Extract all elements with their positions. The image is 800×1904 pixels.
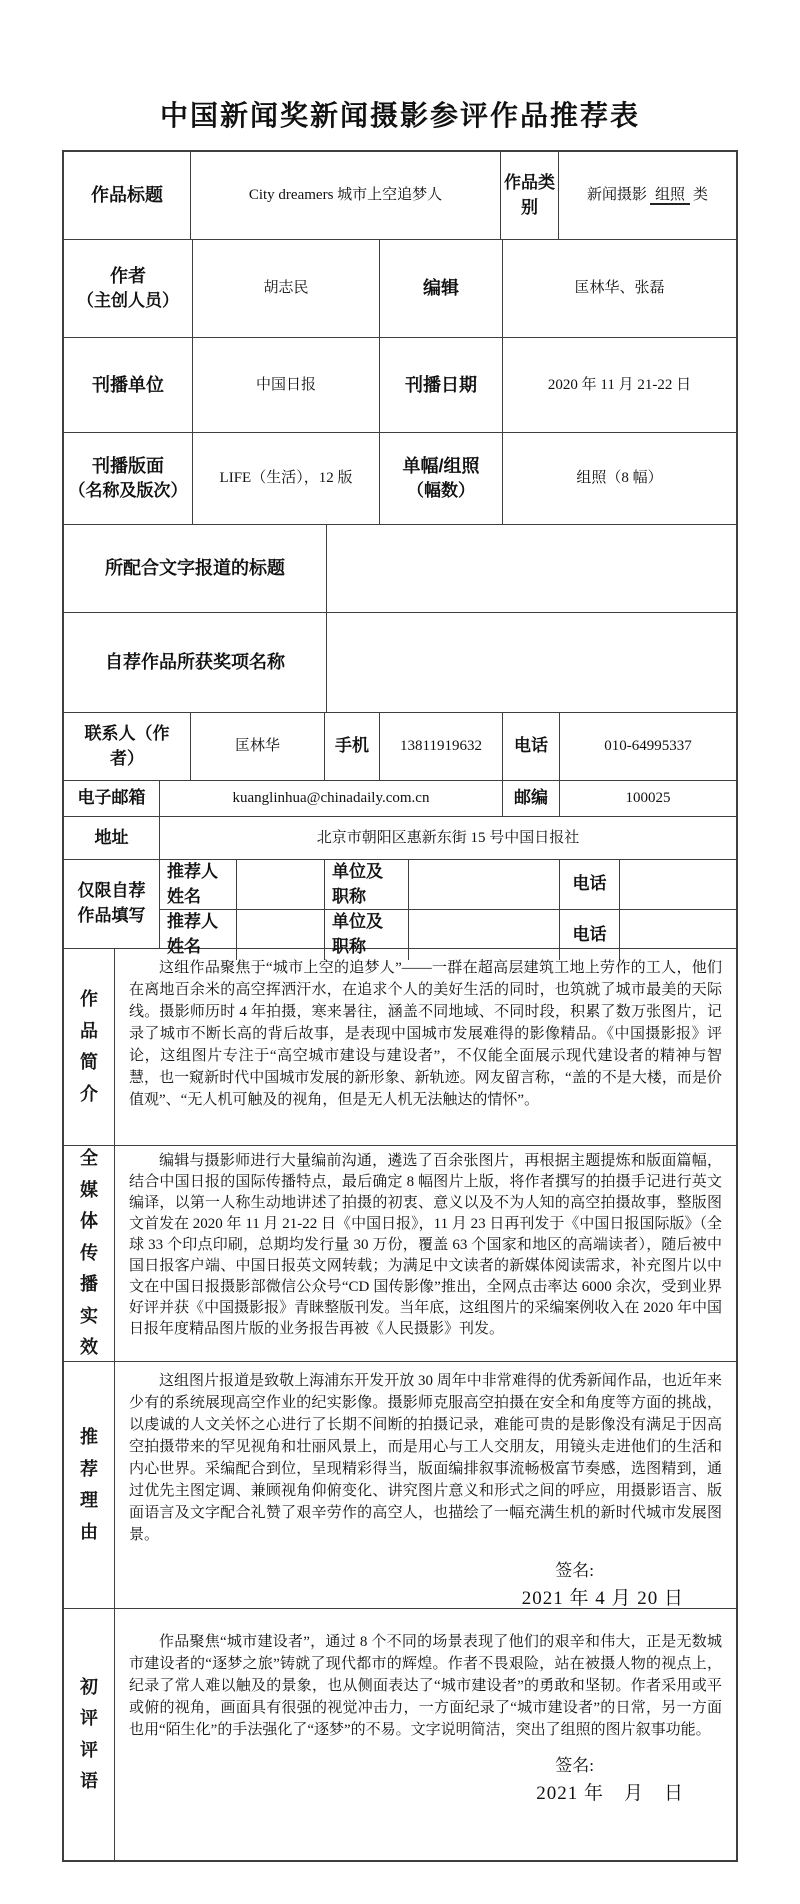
intro-label-cell (64, 949, 115, 1145)
category-prefix: 新闻摄影 (586, 187, 647, 204)
row-text-report (64, 525, 736, 613)
self-rec-subgrid (160, 860, 736, 956)
recommender-unit-label1-1: 单位及 (332, 862, 383, 881)
section-intro (64, 949, 736, 1146)
recommend-text: 这组图片报道是致敬上海浦东开发开放 30 周年中非常难得的优秀新闻作品，也近年来少有的系统展现高空作业的纪实影像。摄影师克服高空拍摄在安全和角度等方面的挑战，以虔诚的人文关怀之心进行了长期不间断的拍摄记录，难能可贵的是影像没有满足于因高空拍摄带来的罕见视角和壮丽风景上，而是用心与工人交朋友，用镜头走进他们的生活和内心世界。采编配合到位，呈现精彩得当，版面编排叙事流畅极富节奏感，选图精到，通过优先主图定调、兼顾视角仰俯变化、讲究图片意义和形式之间的呼应，用摄影语言、版面语言及文字配合礼赞了艰辛劳作的高空人，也描绘了一幅充满生机的新时代城市发展图景。 (129, 1373, 722, 1543)
recommender-name-label2-2: 姓名 (167, 936, 201, 956)
section-recommend (64, 1362, 736, 1609)
category-value (587, 184, 708, 207)
text-report-label: 所配合文字报道的标题 (105, 558, 285, 579)
category-suffix: 类 (693, 187, 709, 204)
publish-org-label-cell (64, 338, 193, 432)
recommender-unit-value-cell-1 (409, 860, 560, 909)
recommender-phone-label-1: 电话 (572, 874, 607, 894)
single-group-label-cell (380, 433, 503, 524)
row-self-award (64, 613, 736, 713)
publish-page-label-line1: 刊播版面 (92, 456, 164, 477)
media-effect-label: 全媒体传播实效 (80, 1148, 98, 1358)
intro-text: 这组作品聚焦于“城市上空的追梦人”——一群在超高层建筑工地上劳作的工人，他们在离地百余米的高空挥洒汗水，在追求个人的美好生活的同时，也筑就了城市最美的天际线。摄影师历时 4 年拍摄，寒来暑往，涵盖不同地域、不同时段，积累了数万张图片，记录了城市不断长高的背后故事，是表现中国城市发展难得的影像精品。《中国摄影报》评论，这组图片专注于“高空城市建设与建设者”，不仅能全面展示现代建设者的精神与智慧，也一窥新时代中国城市发展的新形象、新轨迹。网友留言称，“盖的不是大楼，而是价值观”、“无人机可触及的视角，但是无人机无法触达的情怀”。 (129, 960, 722, 1108)
author-label-line1: 作者 (110, 266, 146, 287)
contact-name: 匡林华 (234, 738, 280, 755)
recommender-phone-label-2: 电话 (572, 924, 607, 944)
self-rec-label-line2: 作品填写 (77, 906, 146, 925)
category-underlined: 组照 (650, 187, 690, 205)
author-label-line2: （主创人员） (77, 291, 179, 311)
recommend-sign-date: 2021 年 4 月 20 日 (521, 1588, 684, 1609)
row-author (64, 240, 736, 338)
media-effect-text-cell (115, 1146, 736, 1361)
media-effect-label-cell (64, 1146, 115, 1361)
category-label: 作品类别 (504, 172, 555, 217)
publish-org-value-cell (193, 338, 380, 432)
publish-page-value-cell (193, 433, 380, 524)
section-preliminary (64, 1609, 736, 1860)
recommend-label: 推荐理由 (80, 1427, 98, 1542)
single-group-value-cell (503, 433, 736, 524)
zip-label: 邮编 (514, 788, 548, 808)
recommender-phone-label-cell-1 (560, 860, 620, 909)
text-report-label-cell (64, 525, 327, 612)
editor-value: 匡林华、张磊 (574, 280, 665, 297)
publish-date-value: 2020 年 11 月 21-22 日 (547, 376, 692, 393)
contact-name-cell (191, 713, 325, 780)
phone-label-cell (503, 713, 560, 780)
address-label: 地址 (94, 827, 129, 847)
mobile-label: 手机 (335, 736, 369, 756)
work-title-value-cell (191, 152, 501, 239)
row-page-layout (64, 433, 736, 525)
editor-value-cell (503, 240, 736, 337)
publish-page-label-cell (64, 433, 193, 524)
email-value-cell (160, 781, 503, 816)
contact-label-cell (64, 713, 191, 780)
self-award-label: 自荐作品所获奖项名称 (105, 652, 285, 673)
phone-label: 电话 (514, 736, 548, 756)
author-label-cell (64, 240, 193, 337)
email-label-cell (64, 781, 160, 816)
work-title-label-cell (64, 152, 191, 239)
recommender-unit-label-cell-1 (325, 860, 409, 909)
row-email (64, 781, 736, 817)
work-title-label: 作品标题 (91, 185, 163, 206)
doc-title: 中国新闻奖新闻摄影参评作品推荐表 (159, 101, 640, 132)
single-group-label-line2: （幅数） (407, 481, 475, 501)
single-group-label-line1: 单幅/组照 (402, 456, 480, 477)
zip-value: 100025 (625, 790, 671, 807)
mobile-value-cell (380, 713, 503, 780)
recommend-text-cell (115, 1362, 736, 1608)
publish-org-value: 中国日报 (255, 376, 316, 393)
media-effect-text: 编辑与摄影师进行大量编前沟通，遴选了百余张图片，再根据主题提炼和版面篇幅，结合中国日报的国际传播特点，最后确定 8 幅图片上版，将作者撰写的拍摄手记进行英文编译，以第一人称生动地讲述了拍摄的初衷、意义以及不为人知的高空拍摄故事，整版图文首发在 2020 年 11 月 21-22 日《中国日报》，11 月 23 日再刊发于《中国日报国际版》（全球 33 个印点印刷，总期均发行量 30 万份，覆盖 63 个国家和地区的高端读者），随后被中国日报客户端、中国日报英文网转载；为满足中文读者的新媒体阅读需求，补充图片以中文在中国日报摄影部微信公众号“CD 国传影像”推出，全网点击率达 6000 余次，受到业界好评并获《中国摄影报》青睐整版刊发。当年底，这组图片的采编案例收入在 2020 年中国日报年度精品图片版的业务报告再被《人民摄影》刊发。 (129, 1153, 722, 1337)
preliminary-label: 初评评语 (80, 1676, 98, 1791)
row-work-title (64, 152, 736, 240)
row-contact (64, 713, 736, 781)
intro-label: 作品简介 (80, 989, 98, 1104)
phone-value: 010-64995337 (604, 738, 692, 755)
author-value-cell (193, 240, 380, 337)
category-value-cell (559, 152, 736, 239)
publish-page-label-line2: （名称及版次） (68, 481, 188, 501)
section-media-effect (64, 1146, 736, 1362)
preliminary-label-cell (64, 1609, 115, 1860)
recommender-unit-label1-2: 单位及 (332, 912, 383, 932)
preliminary-text-cell (115, 1609, 736, 1860)
address-label-cell (64, 817, 160, 859)
editor-label-cell (380, 240, 503, 337)
address-value: 北京市朝阳区惠新东街 15 号中国日报社 (316, 829, 580, 846)
recommend-sign-label: 签名: (555, 1561, 594, 1580)
row-publish (64, 338, 736, 433)
mobile-label-cell (325, 713, 380, 780)
self-award-label-cell (64, 613, 327, 712)
intro-text-cell (115, 949, 736, 1145)
self-rec-row-1 (160, 860, 736, 910)
publish-org-label: 刊播单位 (92, 374, 164, 395)
publish-date-value-cell (503, 338, 736, 432)
phone-value-cell (560, 713, 736, 780)
recommend-label-cell (64, 1362, 115, 1608)
address-value-cell (160, 817, 736, 859)
email-value: kuanglinhua@chinadaily.com.cn (232, 790, 430, 807)
recommender-name-label1-2: 推荐人 (167, 912, 218, 932)
preliminary-text: 作品聚焦“城市建设者”，通过 8 个不同的场景表现了他们的艰辛和伟大，正是无数城市建设者的“逐梦之旅”铸就了现代都市的辉煌。作者不畏艰险，站在被摄人物的视点上，纪录了常人难以触及的景象，也从侧面表达了“城市建设者”的勇敢和坚韧。作者采用或平或俯的视角，画面具有很强的视觉冲击力，一方面纪录了“城市建设者”的日常，另一方面也用“陌生化”的手法强化了“逐梦”的不易。文字说明简洁，突出了组照的图片叙事功能。 (129, 1634, 722, 1738)
publish-date-label-cell (380, 338, 503, 432)
zip-value-cell (560, 781, 736, 816)
email-label: 电子邮箱 (77, 788, 146, 808)
recommender-phone-value-cell-1 (620, 860, 736, 909)
recommender-name-label-cell-1 (160, 860, 237, 909)
preliminary-sign-label: 签名: (555, 1756, 594, 1775)
recommender-unit-label2-2: 职称 (332, 936, 366, 956)
recommender-name-label1-1: 推荐人 (167, 862, 218, 881)
recommender-name-value-cell-1 (237, 860, 325, 909)
author-value: 胡志民 (263, 280, 309, 297)
preliminary-sign-date: 2021 年 月 日 (536, 1783, 684, 1804)
work-title-value: City dreamers 城市上空追梦人 (248, 187, 443, 204)
contact-label: 联系人（作者） (84, 723, 170, 768)
text-report-value-cell (327, 525, 736, 612)
publish-page-value: LIFE（生活），12 版 (219, 470, 353, 487)
self-award-value-cell (327, 613, 736, 712)
editor-label: 编辑 (423, 278, 459, 299)
self-rec-label-cell (64, 860, 160, 948)
self-rec-label-line1: 仅限自荐 (77, 881, 146, 901)
row-self-recommend (64, 860, 736, 956)
recommender-name-label2-1: 姓名 (167, 886, 201, 906)
row-address (64, 817, 736, 860)
mobile-value: 13811919632 (400, 738, 482, 755)
recommender-unit-label2-1: 职称 (332, 886, 366, 906)
category-label-cell (501, 152, 559, 239)
publish-date-label: 刊播日期 (405, 374, 477, 395)
single-group-value: 组照（8 幅） (576, 470, 663, 487)
recommendation-form-table (62, 150, 738, 1862)
zip-label-cell (503, 781, 560, 816)
